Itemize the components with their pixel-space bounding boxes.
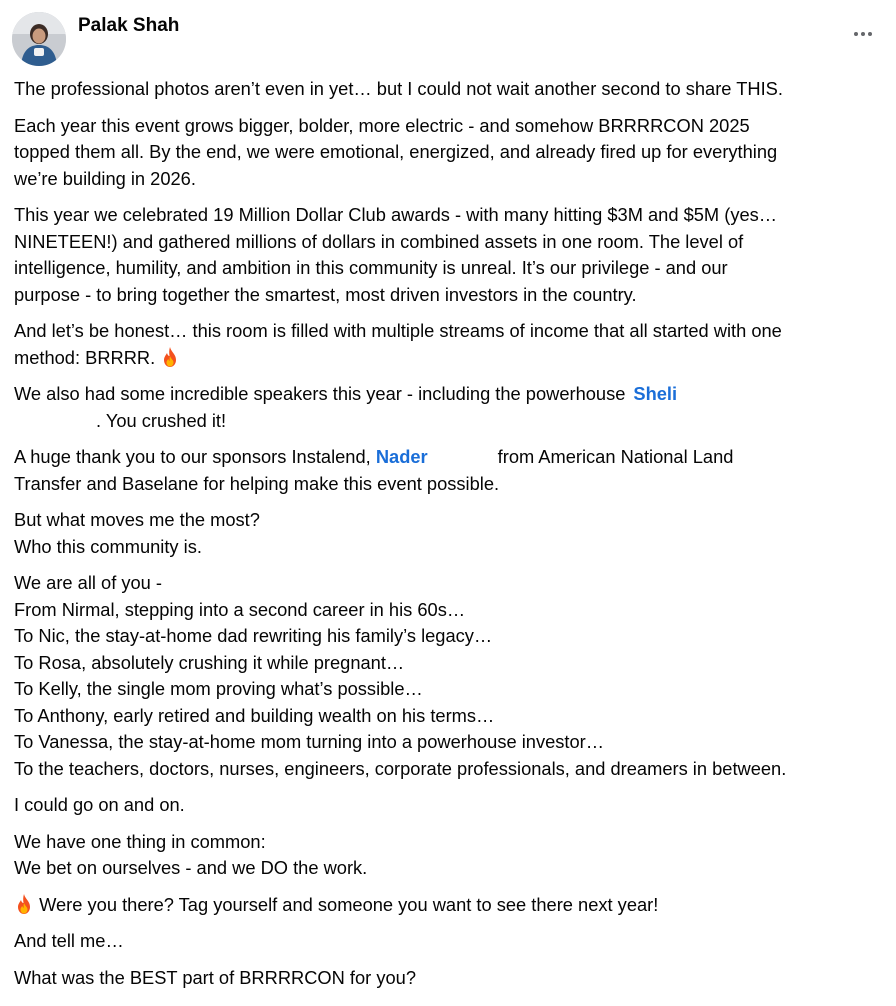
post-header (12, 12, 884, 66)
more-options-button[interactable] (848, 24, 878, 44)
text-line: from American National Land (497, 446, 734, 467)
text-line: topped them all. By the end, we were emotional, energized, and already fired up for everything (14, 141, 778, 162)
text-line: Were you there? Tag yourself and someone you want to see there next year! (39, 893, 659, 915)
text-line: we’re building in 2026. (14, 167, 196, 189)
text-line (14, 444, 886, 471)
text-line: intelligence, humility, and ambition in this community is unreal. It’s our privilege - and our (14, 257, 728, 278)
text-line: To Nic, the stay-at-home dad rewriting his family’s legacy… (14, 625, 493, 646)
text-line-with-emoji (14, 345, 886, 372)
paragraph (14, 202, 886, 308)
paragraph (14, 570, 886, 782)
paragraph (14, 965, 886, 992)
profile-photo-icon (12, 12, 66, 66)
text-line: . You crushed it! (96, 409, 227, 431)
text-line: method: BRRRR. (14, 346, 156, 368)
ellipsis-icon (861, 32, 865, 36)
text-line: We also had some incredible speakers this year - including the powerhouse (14, 383, 626, 404)
paragraph (14, 318, 886, 371)
text-line: NINETEEN!) and gathered millions of dollars in combined assets in one room. The level of (14, 230, 744, 252)
paragraph (14, 76, 886, 103)
paragraph (14, 507, 886, 560)
ellipsis-icon (854, 32, 858, 36)
text-line: To Rosa, absolutely crushing it while pregnant… (14, 651, 405, 673)
fire-emoji-icon (160, 346, 180, 368)
text-line: We are all of you - (14, 572, 163, 593)
mention-link-sheli[interactable]: Sheli (633, 383, 678, 404)
text-line: A huge thank you to our sponsors Instalend, (14, 446, 371, 467)
post-body (14, 76, 886, 1001)
paragraph (14, 928, 886, 955)
text-line: purpose - to bring together the smartest, most driven investors in the country. (14, 283, 637, 305)
text-line: From Nirmal, stepping into a second career in his 60s… (14, 598, 466, 620)
text-line: And let’s be honest… this room is filled with multiple streams of income that all started with one (14, 320, 782, 341)
text-line: And tell me… (14, 930, 124, 951)
text-line: But what moves me the most? (14, 509, 260, 530)
paragraph (14, 829, 886, 882)
text-line: We have one thing in common: (14, 830, 266, 852)
text-line: To Kelly, the single mom proving what’s possible… (14, 678, 423, 699)
paragraph (14, 381, 886, 434)
fire-emoji-icon (14, 893, 34, 915)
text-line: What was the BEST part of BRRRRCON for you? (14, 966, 416, 988)
text-line: To Anthony, early retired and building wealth on his terms… (14, 704, 495, 726)
author-avatar[interactable] (12, 12, 66, 66)
text-line (14, 381, 886, 408)
text-line: We bet on ourselves - and we DO the work. (14, 857, 368, 878)
text-line: To the teachers, doctors, nurses, engineers, corporate professionals, and dreamers in between. (14, 757, 787, 779)
text-line: The professional photos aren’t even in yet… but I could not wait another second to share THIS. (14, 78, 783, 99)
text-line: Transfer and Baselane for helping make this event possible. (14, 472, 500, 494)
ellipsis-icon (868, 32, 872, 36)
paragraph (14, 113, 886, 193)
text-line: Each year this event grows bigger, bolder, more electric - and somehow BRRRRCON 2025 (14, 114, 750, 136)
mention-link-nader[interactable]: Nader (375, 446, 428, 467)
text-line (14, 408, 886, 435)
paragraph (14, 892, 886, 919)
paragraph (14, 792, 886, 819)
text-line: This year we celebrated 19 Million Dollar Club awards - with many hitting $3M and $5M (yes… (14, 204, 778, 225)
text-line: To Vanessa, the stay-at-home mom turning into a powerhouse investor… (14, 731, 605, 752)
paragraph (14, 444, 886, 497)
text-line: I could go on and on. (14, 794, 185, 815)
text-line: Who this community is. (14, 535, 202, 557)
author-name[interactable]: Palak Shah (78, 15, 180, 36)
